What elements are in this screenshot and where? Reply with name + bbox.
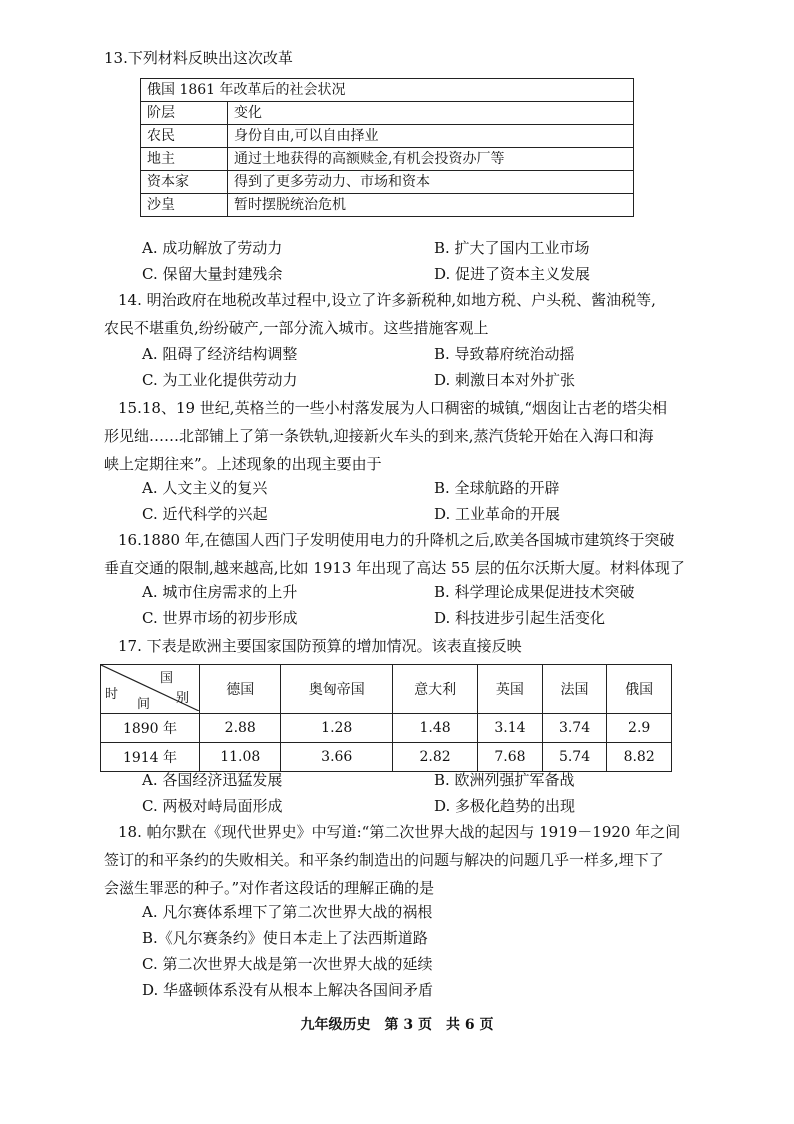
table-row bbox=[141, 194, 634, 217]
q15-line2: 形见绌……北部铺上了第一条铁轨,迎接新火车头的到来,蒸汽货轮开始在入海口和海 bbox=[104, 427, 654, 445]
table-row bbox=[101, 714, 672, 743]
q13-head-change: 变化 bbox=[228, 102, 634, 125]
q17-country-header: 法国 bbox=[542, 665, 607, 714]
q17-value: 1.28 bbox=[281, 714, 393, 743]
q17-option-c: C. 两极对峙局面形成 bbox=[142, 797, 283, 815]
q17-corner-cell bbox=[101, 665, 200, 714]
q17-value: 2.9 bbox=[607, 714, 672, 743]
q17-country-header: 意大利 bbox=[393, 665, 478, 714]
q17-value: 8.82 bbox=[607, 743, 672, 772]
q13-cell: 沙皇 bbox=[141, 194, 228, 217]
q13-cell: 农民 bbox=[141, 125, 228, 148]
q13-cell: 得到了更多劳动力、市场和资本 bbox=[228, 171, 634, 194]
q15-option-b: B. 全球航路的开辟 bbox=[434, 479, 560, 497]
q17-value: 1.48 bbox=[393, 714, 478, 743]
q16-option-a: A. 城市住房需求的上升 bbox=[142, 583, 298, 601]
corner-label: 间 bbox=[137, 697, 151, 712]
table-row bbox=[141, 125, 634, 148]
q13-option-d: D. 促进了资本主义发展 bbox=[434, 265, 591, 283]
q17-value: 7.68 bbox=[478, 743, 543, 772]
q13-table-title: 俄国 1861 年改革后的社会状况 bbox=[141, 79, 634, 102]
q18-line2: 签订的和平条约的失败相关。和平条约制造出的问题与解决的问题几乎一样多,埋下了 bbox=[104, 851, 664, 869]
q17-country-header: 英国 bbox=[478, 665, 543, 714]
q16-option-b: B. 科学理论成果促进技术突破 bbox=[434, 583, 635, 601]
q14-line2: 农民不堪重负,纷纷破产,一部分流入城市。这些措施客观上 bbox=[104, 319, 489, 337]
q17-header-row bbox=[101, 665, 672, 714]
q17-value: 3.14 bbox=[478, 714, 543, 743]
q17-value: 3.74 bbox=[542, 714, 607, 743]
q16-line2: 垂直交通的限制,越来越高,比如 1913 年出现了高达 55 层的伍尔沃斯大厦。材料体现了 bbox=[104, 559, 685, 577]
q17-year: 1890 年 bbox=[101, 714, 200, 743]
q18-option-a: A. 凡尔赛体系埋下了第二次世界大战的祸根 bbox=[142, 903, 433, 921]
q13-cell: 身份自由,可以自由择业 bbox=[228, 125, 634, 148]
q14-option-d: D. 刺激日本对外扩张 bbox=[434, 371, 576, 389]
corner-label: 时 bbox=[105, 687, 119, 702]
q14-option-c: C. 为工业化提供劳动力 bbox=[142, 371, 298, 389]
corner-label: 别 bbox=[175, 691, 189, 706]
q17-country-header: 德国 bbox=[200, 665, 281, 714]
q17-stem: 17. 下表是欧洲主要国家国防预算的增加情况。该表直接反映 bbox=[118, 637, 522, 655]
q17-value: 11.08 bbox=[200, 743, 281, 772]
q14-option-b: B. 导致幕府统治动摇 bbox=[434, 345, 575, 363]
q13-cell: 暂时摆脱统治危机 bbox=[228, 194, 634, 217]
q15-option-a: A. 人文主义的复兴 bbox=[142, 479, 268, 497]
q13-cell: 通过土地获得的高额赎金,有机会投资办厂等 bbox=[228, 148, 634, 171]
q17-value: 2.82 bbox=[393, 743, 478, 772]
q17-table bbox=[100, 664, 672, 772]
q18-option-c: C. 第二次世界大战是第一次世界大战的延续 bbox=[142, 955, 433, 973]
q18-option-b: B.《凡尔赛条约》使日本走上了法西斯道路 bbox=[142, 929, 428, 947]
q15-line1: 15.18、19 世纪,英格兰的一些小村落发展为人口稠密的城镇,“烟囱让古老的塔尖相 bbox=[118, 399, 668, 417]
q13-table-title-row bbox=[141, 79, 634, 102]
q17-value: 3.66 bbox=[281, 743, 393, 772]
table-row bbox=[141, 171, 634, 194]
q13-option-c: C. 保留大量封建残余 bbox=[142, 265, 283, 283]
table-row bbox=[141, 148, 634, 171]
q15-option-d: D. 工业革命的开展 bbox=[434, 505, 561, 523]
q16-option-c: C. 世界市场的初步形成 bbox=[142, 609, 298, 627]
q13-option-b: B. 扩大了国内工业市场 bbox=[434, 239, 590, 257]
q13-option-a: A. 成功解放了劳动力 bbox=[142, 239, 283, 257]
q17-year: 1914 年 bbox=[101, 743, 200, 772]
q18-option-d: D. 华盛顿体系没有从根本上解决各国间矛盾 bbox=[142, 981, 434, 999]
q17-country-header: 奥匈帝国 bbox=[281, 665, 393, 714]
q17-country-header: 俄国 bbox=[607, 665, 672, 714]
q13-table bbox=[140, 78, 634, 217]
q17-value: 2.88 bbox=[200, 714, 281, 743]
corner-label: 国 bbox=[159, 671, 173, 686]
q17-option-d: D. 多极化趋势的出现 bbox=[434, 797, 576, 815]
q13-stem: 13.下列材料反映出这次改革 bbox=[104, 49, 293, 67]
q17-option-b: B. 欧洲列强扩军备战 bbox=[434, 771, 575, 789]
q14-line1: 14. 明治政府在地税改革过程中,设立了许多新税种,如地方税、户头税、酱油税等, bbox=[118, 291, 656, 309]
q15-option-c: C. 近代科学的兴起 bbox=[142, 505, 268, 523]
q14-option-a: A. 阻碍了经济结构调整 bbox=[142, 345, 298, 363]
q13-head-class: 阶层 bbox=[141, 102, 228, 125]
q18-line3: 会滋生罪恶的种子。”对作者这段话的理解正确的是 bbox=[104, 879, 435, 897]
page-footer: 九年级历史 第 3 页 共 6 页 bbox=[300, 1017, 494, 1033]
q17-value: 5.74 bbox=[542, 743, 607, 772]
q18-line1: 18. 帕尔默在《现代世界史》中写道:“第二次世界大战的起因与 1919－1920 年之间 bbox=[118, 823, 681, 841]
q13-table-head-row bbox=[141, 102, 634, 125]
q17-option-a: A. 各国经济迅猛发展 bbox=[142, 771, 283, 789]
q13-cell: 资本家 bbox=[141, 171, 228, 194]
q16-line1: 16.1880 年,在德国人西门子发明使用电力的升降机之后,欧美各国城市建筑终于突破 bbox=[118, 531, 675, 549]
q15-line3: 峡上定期往来”。上述现象的出现主要由于 bbox=[104, 455, 382, 473]
q16-option-d: D. 科技进步引起生活变化 bbox=[434, 609, 606, 627]
q13-cell: 地主 bbox=[141, 148, 228, 171]
